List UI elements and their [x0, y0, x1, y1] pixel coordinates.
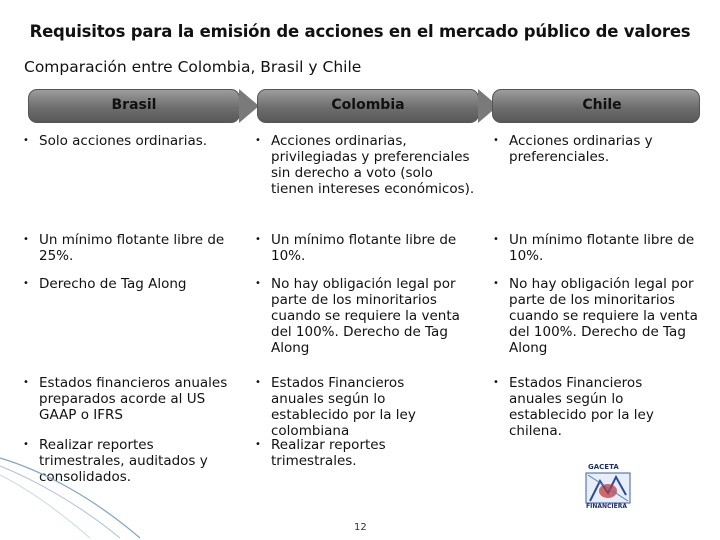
brasil-item: • Solo acciones ordinarias. — [22, 133, 237, 149]
chile-item: • No hay obligación legal por parte de los minoritarios cuando se requiere la venta del 100%. Derecho de Tag Along — [492, 276, 714, 356]
brasil-item: • Derecho de Tag Along — [22, 276, 237, 292]
colombia-item: • Un mínimo flotante libre de 10%. — [254, 232, 466, 264]
colombia-item: • Acciones ordinarias, privilegiadas y preferenciales sin derecho a voto (solo tienen intereses económicos). — [254, 133, 476, 197]
header-colombia: Colombia — [331, 97, 405, 113]
decorative-lines — [0, 440, 150, 540]
chile-item: • Un mínimo flotante libre de 10%. — [492, 232, 704, 264]
header-brasil: Brasil — [111, 97, 157, 113]
page-number: 12 — [354, 522, 367, 533]
colombia-item: • No hay obligación legal por parte de los minoritarios cuando se requiere la venta del 100%. Derecho de Tag Along — [254, 276, 479, 356]
page-subtitle: Comparación entre Colombia, Brasil y Chile — [24, 58, 362, 76]
brasil-item: • Un mínimo flotante libre de 25%. — [22, 232, 227, 264]
logo-text-top: GACETA — [588, 463, 619, 471]
colombia-item: • Realizar reportes trimestrales. — [254, 437, 454, 469]
chile-item: • Estados Financieros anuales según lo establecido por la ley chilena. — [492, 375, 682, 439]
brasil-item: • Realizar reportes trimestrales, auditados y consolidados. — [22, 437, 234, 485]
colombia-item: • Estados Financieros anuales según lo establecido por la ley colombiana — [254, 375, 454, 439]
chile-item: • Acciones ordinarias y preferenciales. — [492, 133, 702, 165]
gaceta-financiera-logo — [580, 465, 650, 515]
header-arrow-brasil — [239, 89, 259, 123]
logo-text-bottom: FINANCIERA — [586, 503, 628, 510]
header-chile: Chile — [582, 97, 622, 113]
page-title: Requisitos para la emisión de acciones en el mercado público de valores — [29, 22, 691, 41]
brasil-item: • Estados financieros anuales preparados acorde al US GAAP o IFRS — [22, 375, 244, 423]
